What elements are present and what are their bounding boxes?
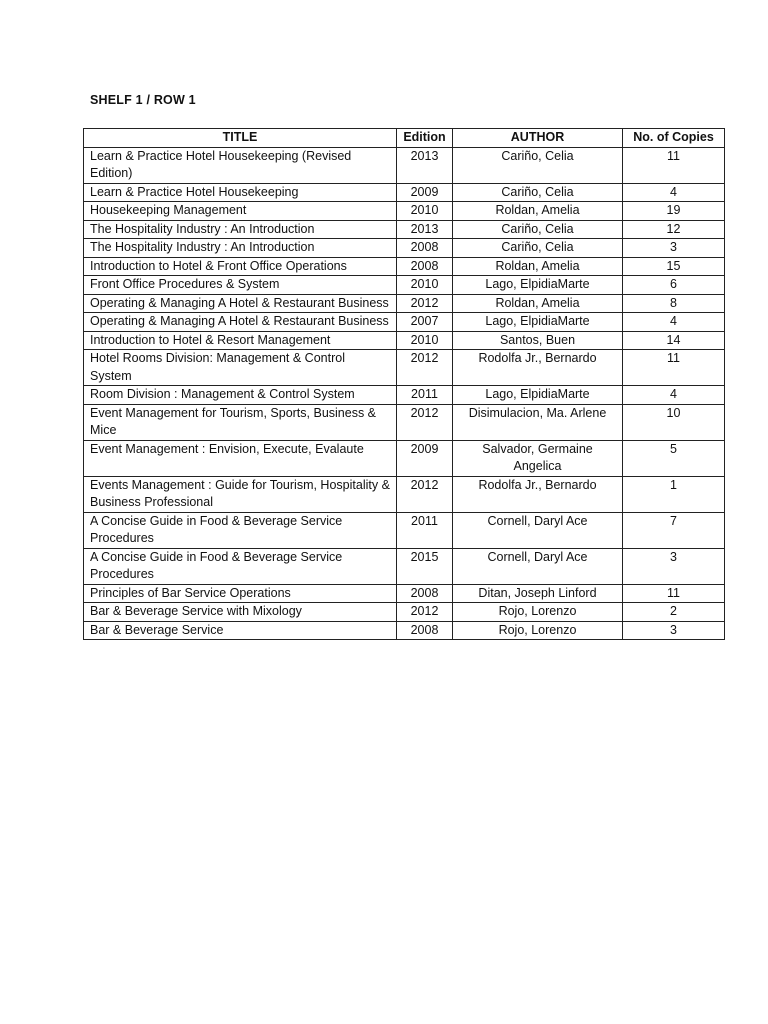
cell-edition: 2009 xyxy=(397,440,453,476)
cell-title: Introduction to Hotel & Resort Management xyxy=(84,331,397,350)
cell-title: Housekeeping Management xyxy=(84,202,397,221)
cell-copies: 6 xyxy=(623,276,725,295)
cell-edition: 2012 xyxy=(397,603,453,622)
cell-copies: 3 xyxy=(623,548,725,584)
cell-title: Bar & Beverage Service with Mixology xyxy=(84,603,397,622)
cell-author: Rojo, Lorenzo xyxy=(453,621,623,640)
cell-title: Principles of Bar Service Operations xyxy=(84,584,397,603)
cell-author: Ditan, Joseph Linford xyxy=(453,584,623,603)
cell-copies: 10 xyxy=(623,404,725,440)
table-row xyxy=(84,621,725,640)
cell-author: Roldan, Amelia xyxy=(453,294,623,313)
cell-title: The Hospitality Industry : An Introduction xyxy=(84,220,397,239)
table-row xyxy=(84,331,725,350)
cell-title: Learn & Practice Hotel Housekeeping xyxy=(84,183,397,202)
table-row xyxy=(84,548,725,584)
cell-author: Lago, ElpidiaMarte xyxy=(453,386,623,405)
cell-edition: 2010 xyxy=(397,276,453,295)
table-row xyxy=(84,584,725,603)
cell-copies: 11 xyxy=(623,147,725,183)
table-row xyxy=(84,183,725,202)
cell-edition: 2012 xyxy=(397,350,453,386)
cell-title: Front Office Procedures & System xyxy=(84,276,397,295)
cell-author: Cariño, Celia xyxy=(453,183,623,202)
cell-edition: 2011 xyxy=(397,386,453,405)
cell-author: Rodolfa Jr., Bernardo xyxy=(453,476,623,512)
cell-edition: 2008 xyxy=(397,584,453,603)
table-row xyxy=(84,603,725,622)
table-row xyxy=(84,386,725,405)
cell-title: Event Management for Tourism, Sports, Business & Mice xyxy=(84,404,397,440)
cell-title: The Hospitality Industry : An Introduction xyxy=(84,239,397,258)
table-row xyxy=(84,440,725,476)
table-row xyxy=(84,476,725,512)
cell-author: Cariño, Celia xyxy=(453,239,623,258)
cell-author: Cornell, Daryl Ace xyxy=(453,512,623,548)
table-row xyxy=(84,220,725,239)
column-header-copies: No. of Copies xyxy=(623,129,725,148)
cell-copies: 5 xyxy=(623,440,725,476)
table-body xyxy=(84,147,725,640)
cell-edition: 2012 xyxy=(397,294,453,313)
cell-copies: 11 xyxy=(623,350,725,386)
cell-author: Rojo, Lorenzo xyxy=(453,603,623,622)
cell-copies: 1 xyxy=(623,476,725,512)
cell-edition: 2010 xyxy=(397,331,453,350)
cell-title: Introduction to Hotel & Front Office Operations xyxy=(84,257,397,276)
cell-author: Roldan, Amelia xyxy=(453,257,623,276)
cell-copies: 8 xyxy=(623,294,725,313)
cell-copies: 3 xyxy=(623,239,725,258)
table-row xyxy=(84,239,725,258)
cell-copies: 19 xyxy=(623,202,725,221)
cell-edition: 2013 xyxy=(397,147,453,183)
cell-title: Events Management : Guide for Tourism, Hospitality & Business Professional xyxy=(84,476,397,512)
cell-copies: 3 xyxy=(623,621,725,640)
table-row xyxy=(84,147,725,183)
table-row xyxy=(84,350,725,386)
cell-author: Lago, ElpidiaMarte xyxy=(453,276,623,295)
cell-author: Disimulacion, Ma. Arlene xyxy=(453,404,623,440)
header-row xyxy=(84,129,725,148)
cell-edition: 2009 xyxy=(397,183,453,202)
table-row xyxy=(84,294,725,313)
column-header-author: AUTHOR xyxy=(453,129,623,148)
cell-title: A Concise Guide in Food & Beverage Service Procedures xyxy=(84,512,397,548)
cell-copies: 4 xyxy=(623,313,725,332)
table-header xyxy=(84,129,725,148)
cell-title: Operating & Managing A Hotel & Restaurant Business xyxy=(84,313,397,332)
table-row xyxy=(84,404,725,440)
cell-author: Cariño, Celia xyxy=(453,147,623,183)
cell-copies: 14 xyxy=(623,331,725,350)
cell-title: Learn & Practice Hotel Housekeeping (Revised Edition) xyxy=(84,147,397,183)
cell-author: Salvador, Germaine Angelica xyxy=(453,440,623,476)
cell-edition: 2012 xyxy=(397,404,453,440)
cell-copies: 4 xyxy=(623,386,725,405)
cell-author: Cornell, Daryl Ace xyxy=(453,548,623,584)
table-row xyxy=(84,276,725,295)
cell-author: Rodolfa Jr., Bernardo xyxy=(453,350,623,386)
cell-edition: 2011 xyxy=(397,512,453,548)
table-row xyxy=(84,202,725,221)
cell-author: Santos, Buen xyxy=(453,331,623,350)
book-inventory-table xyxy=(83,128,725,640)
cell-copies: 12 xyxy=(623,220,725,239)
cell-edition: 2013 xyxy=(397,220,453,239)
cell-edition: 2008 xyxy=(397,257,453,276)
cell-copies: 2 xyxy=(623,603,725,622)
table-row xyxy=(84,257,725,276)
cell-author: Roldan, Amelia xyxy=(453,202,623,221)
cell-copies: 15 xyxy=(623,257,725,276)
cell-title: Hotel Rooms Division: Management & Control System xyxy=(84,350,397,386)
column-header-title: TITLE xyxy=(84,129,397,148)
page-title: SHELF 1 / ROW 1 xyxy=(90,93,196,107)
cell-edition: 2008 xyxy=(397,621,453,640)
cell-title: Operating & Managing A Hotel & Restaurant Business xyxy=(84,294,397,313)
cell-copies: 7 xyxy=(623,512,725,548)
cell-title: A Concise Guide in Food & Beverage Service Procedures xyxy=(84,548,397,584)
cell-author: Lago, ElpidiaMarte xyxy=(453,313,623,332)
table-row xyxy=(84,512,725,548)
cell-author: Cariño, Celia xyxy=(453,220,623,239)
cell-edition: 2012 xyxy=(397,476,453,512)
cell-title: Room Division : Management & Control System xyxy=(84,386,397,405)
cell-edition: 2015 xyxy=(397,548,453,584)
cell-title: Bar & Beverage Service xyxy=(84,621,397,640)
cell-copies: 11 xyxy=(623,584,725,603)
cell-copies: 4 xyxy=(623,183,725,202)
cell-edition: 2010 xyxy=(397,202,453,221)
cell-title: Event Management : Envision, Execute, Evalaute xyxy=(84,440,397,476)
cell-edition: 2008 xyxy=(397,239,453,258)
table-row xyxy=(84,313,725,332)
column-header-edition: Edition xyxy=(397,129,453,148)
cell-edition: 2007 xyxy=(397,313,453,332)
